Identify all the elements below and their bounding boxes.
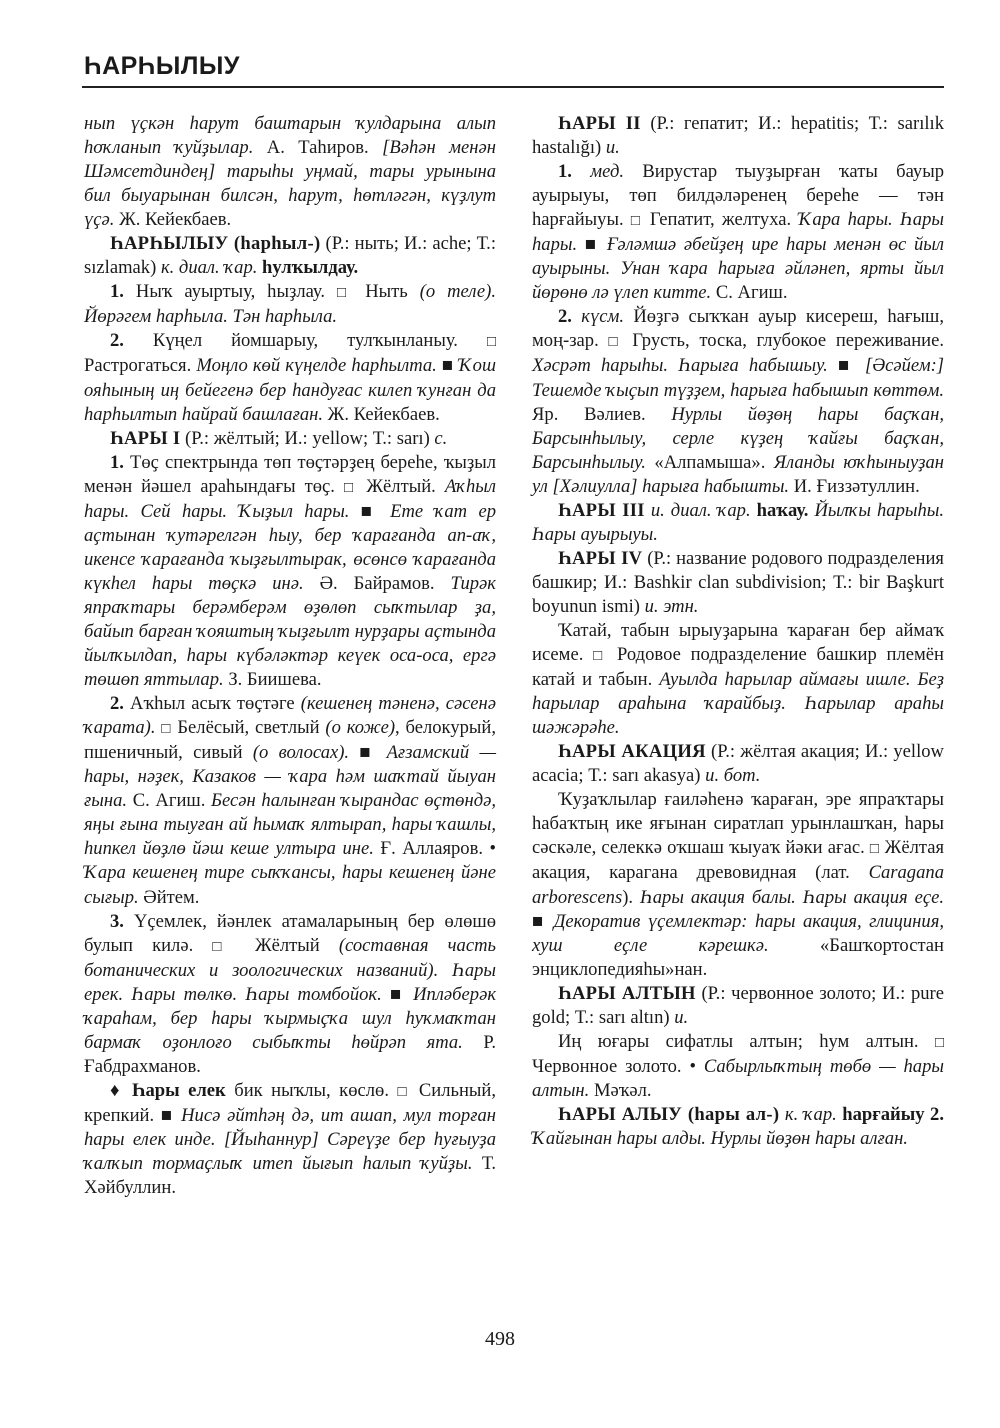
text-segment: 3.: [110, 910, 124, 932]
text-segment: 1.: [558, 161, 572, 183]
text-segment: Мәҡәл.: [589, 1079, 652, 1101]
text-segment: Хәсрәт һарыһы. Һарыға һабышыу.: [532, 355, 828, 377]
text-segment: , белокурый, пшеничный, сивый: [84, 717, 496, 764]
russian-gloss-marker-icon: □: [343, 479, 358, 496]
running-head: ҺАРҺЫЛЫУ: [84, 52, 240, 80]
text-segment: ■: [349, 742, 387, 764]
sense-paragraph: [532, 160, 944, 305]
text-segment: Декоратив үҫемлектәр: һары акация, глициния, хуш еҫле кәрешкә.: [532, 910, 944, 956]
text-segment: Моңло көй күңелде һарһылта.: [196, 355, 437, 377]
continued-text: [84, 112, 496, 232]
headword: ҺАРЫ АЛЫУ (һары ал-): [558, 1103, 780, 1125]
text-segment: һарғайыу 2.: [836, 1103, 944, 1125]
sense-paragraph: [532, 1030, 944, 1103]
text-segment: ■: [532, 910, 554, 932]
russian-gloss-marker-icon: □: [608, 334, 623, 351]
russian-gloss-marker-icon: □: [593, 648, 608, 665]
text-segment: ■: [349, 500, 391, 522]
text-segment: Ныть: [353, 281, 420, 303]
text-segment: Растрогаться.: [84, 355, 197, 377]
dictionary-entry: [532, 112, 944, 160]
sense-paragraph: [532, 619, 944, 740]
headword: ҺАРҺЫЛЫУ (һарһыл-): [110, 233, 321, 255]
text-segment: Ғәләмшә әбейҙең ире һары менән өс йыл ауырыны. Унан ҡара һарыға әйләнеп, ярты йыл йөрөнө лә үлеп китте.: [532, 234, 944, 304]
text-segment: (Р.: червонное золото; И.: pure gold; Т.: sarı altın): [532, 982, 944, 1028]
text-segment: (составная часть ботанических и зоологических названий). Һары ерек. Һары төлкө. Һары томбойок.: [84, 934, 496, 1005]
text-segment: к. диал. ҡар.: [160, 257, 258, 279]
text-segment: Ныҡ ауыртыу, һыҙлау.: [123, 281, 337, 303]
russian-gloss-marker-icon: □: [336, 285, 354, 302]
sense-paragraph: [84, 692, 496, 909]
sense-paragraph: [84, 910, 496, 1079]
sense-paragraph: [84, 1079, 496, 1200]
russian-gloss-marker-icon: □: [630, 213, 643, 230]
text-segment: (о теле). Йөрәгем һарһыла. Тән һарһыла.: [84, 281, 497, 328]
text-segment: Яланды юҡһыныуҙан ул [Хәлиулла] һарыға һабышты.: [532, 451, 944, 497]
text-segment: Т. Хәйбуллин.: [84, 1153, 496, 1199]
text-segment: һаҡау.: [750, 499, 809, 521]
text-segment: һулҡылдау.: [257, 257, 359, 279]
text-segment: Сабырлыҡтың төбө — һары алтын.: [532, 1055, 944, 1101]
text-segment: ■: [577, 234, 607, 256]
text-segment: Ҡайғынан һары алды. Нурлы йөҙөн һары алған.: [532, 1127, 908, 1149]
text-segment: Ә. Байрамов.: [303, 572, 451, 594]
sense-paragraph: [532, 305, 944, 498]
sense-paragraph: [84, 451, 496, 692]
text-segment: [Вәһән менән Шәмсетдиндең] тарыһы уңмай, тары урынына бил быуарынан билсән, һарут, һөтләгән, күҙлут үҫә.: [84, 137, 496, 231]
text-segment: и. диал. ҡар.: [650, 499, 751, 521]
text-segment: Йылҡы һарыһы. Һары ауырыуы.: [532, 499, 944, 545]
text-segment: Бесән һалынған ҡырандас өҫтөндә, яңы ғына тыуған ай һымаҡ ялтырап, һары ҡашлы, һипкел йөҙлө йәш кеше ултыра ине.: [84, 790, 497, 860]
left-column: [84, 112, 496, 1200]
dictionary-entry: [532, 740, 944, 788]
dictionary-entry: [532, 499, 944, 547]
text-segment: Ҡара һары. Һары һары.: [532, 209, 944, 256]
page-number: 498: [485, 1328, 515, 1350]
dictionary-entry: [532, 1103, 944, 1151]
dictionary-entry: [84, 427, 496, 451]
text-segment: Нурлы йөҙөң һары баҫҡан, Барсынһылыу, серле күҙең ҡайғы баҫҡан, Барсынһылыу.: [532, 403, 944, 473]
text-segment: Жёлтый.: [357, 475, 445, 497]
text-segment: Һары елек: [131, 1079, 226, 1101]
text-segment: Аҡһыл һары. Сей һары. Ҡыҙыл һары.: [84, 475, 496, 522]
text-segment: күсм.: [581, 306, 625, 328]
russian-gloss-marker-icon: □: [397, 1083, 411, 1100]
text-segment: Әйтем.: [138, 886, 200, 908]
headword: ҺАРЫ II: [558, 113, 641, 134]
sense-paragraph: [84, 280, 496, 329]
text-segment: (Р.: жёлтая акация; И.: yellow acacia; Т.: sarı akasya): [532, 741, 944, 787]
text-segment: ■: [381, 983, 414, 1005]
text-segment: Ж. Кейекбаев.: [114, 209, 232, 231]
text-segment: Червонное золото. •: [532, 1055, 704, 1077]
text-segment: Нисә әйтһәң дә, ит ашап, мул торған һары елек инде. [Йыһаннур] Сәреүҙе бер һуғыуҙа ҡалҡып тормаҫлыҡ итеп йығып һалып ҡуйҙы.: [84, 1104, 496, 1175]
text-segment: Яр. Вәлиев.: [532, 403, 672, 425]
text-segment: Ҡуҙаҡлылар ғаиләһенә ҡараған, эре япраҡтары һабаҡтың ике яғынан сиратлап урынлашҡан, һары сәскәле, селеккә оҡшаш ҡыуаҡ йәки ағас.: [532, 789, 944, 859]
sense-paragraph: [84, 329, 496, 426]
text-segment: ■: [827, 355, 865, 377]
text-segment: Төҫ спектрында төп төҫтәрҙең береһе, ҡыҙыл менән йәшел араһындағы төҫ.: [84, 451, 496, 497]
text-segment: Сильный, крепкий. ■: [84, 1079, 496, 1126]
text-segment: Иплəберәк ҡараһам, бер һары ҡырмыҫҡа шул һуҡмаҡтан бармаҡ оҙонлоғо сыбыҡты һөйрәп ята.: [84, 983, 497, 1053]
text-segment: Жёлтая акация, карагана древовидная (лат.: [532, 837, 945, 884]
text-segment: «Башҡортостан энциклопедияһы»нан.: [532, 934, 944, 980]
russian-gloss-marker-icon: □: [486, 334, 496, 351]
text-segment: мед.: [590, 161, 625, 183]
russian-gloss-marker-icon: □: [161, 721, 172, 738]
text-segment: Родовое подразделение башкир племён катай и табын.: [532, 644, 945, 691]
text-segment: И. Ғиззәтуллин.: [789, 475, 920, 497]
text-segment: Белёсый, светлый: [171, 717, 326, 739]
russian-gloss-marker-icon: □: [212, 938, 236, 955]
text-segment: ■: [436, 355, 459, 377]
text-segment: 1.: [110, 451, 124, 473]
headword: ҺАРЫ III: [558, 499, 645, 521]
text-segment: Ағзамский — һары, нәҙек, Казаков — ҡара һәм шаҡтай йыуан ғына.: [84, 742, 496, 812]
text-segment: (о волосах).: [252, 742, 350, 764]
right-column: [532, 112, 944, 1151]
text-segment: Ҡош ояһының иң бейегенә бер һандуғас килеп ҡунған да һарһылтып һайрай башлаған.: [84, 355, 496, 425]
text-segment: Үҫемлек, йәнлек атамаларының бер өлөшө булып килә.: [84, 910, 496, 956]
text-segment: Йөҙгә сыҡҡан ауыр кисереш, һағыш, моң-зар.: [532, 306, 944, 352]
text-segment: и. бот.: [705, 765, 761, 787]
text-segment: Һары акация балы. Һары акация еҫе.: [639, 886, 944, 908]
text-segment: 2.: [558, 306, 572, 328]
text-segment: Ж. Кейекбаев.: [323, 403, 440, 425]
text-segment: Гепатит, желтуха.: [642, 209, 799, 231]
text-segment: нып үҫкән һарут баштарын ҡулдарына алып һоҡланып ҡуйҙылар.: [84, 113, 496, 159]
text-segment: «Алпамыша».: [645, 451, 774, 473]
dictionary-entry: [84, 232, 496, 280]
text-segment: А. Таһиров.: [253, 137, 383, 159]
text-segment: (Р.: гепатит; И.: hepatitis; Т.: sarılık hastalığı): [532, 113, 944, 159]
text-segment: с.: [434, 427, 448, 449]
text-segment: Р. Ғабдрахманов.: [84, 1031, 496, 1077]
sense-paragraph: [532, 788, 944, 981]
text-segment: З. Биишева.: [223, 669, 322, 691]
text-segment: 2.: [110, 693, 124, 715]
text-segment: Иң юғары сифатлы алтын; һум алтын.: [558, 1030, 935, 1052]
text-segment: ).: [622, 886, 640, 908]
text-segment: (Р.: название родового подразделения башкир; И.: Bashkir clan subdivision; Т.: bir Başkurt boyunun ismi): [532, 547, 944, 617]
headword: ҺАРЫ АКАЦИЯ: [558, 741, 706, 763]
text-segment: 2.: [110, 330, 124, 352]
headword: ҺАРЫ I: [110, 427, 181, 449]
headword: ҺАРЫ IV: [558, 547, 643, 569]
text-segment: С. Агиш.: [127, 790, 212, 812]
russian-gloss-marker-icon: □: [934, 1034, 944, 1051]
text-segment: (о коже): [325, 717, 396, 739]
text-segment: [Әсәйем:] Тешемде ҡыҫып түҙҙем, һарыға һабышып көттөм.: [532, 355, 944, 401]
text-segment: 1.: [110, 281, 124, 303]
headword: ҺАРЫ АЛТЫН: [558, 982, 696, 1004]
header-rule: [82, 86, 944, 88]
text-segment: Грусть, тоска, глубокое переживание.: [622, 330, 944, 352]
text-segment: (кешенең тәненә, сәсенә ҡарата).: [84, 693, 496, 739]
russian-gloss-marker-icon: □: [869, 841, 880, 858]
text-segment: и.: [674, 1006, 689, 1028]
text-segment: Вирустар тыуҙырған ҡаты бауыр ауырыуы, төп билдәләренең береһе — тән һарғайыуы.: [532, 161, 944, 231]
text-segment: Ҡара кешенең тире сыҡҡансы, һары кешенең йәне сығыр.: [84, 862, 496, 908]
text-segment: Ғ. Аллаяров. •: [373, 838, 496, 860]
text-segment: и. этн.: [644, 595, 699, 617]
text-segment: (Р.: жёлтый; И.: yellow; Т.: sarı): [180, 427, 435, 449]
text-segment: ♦: [110, 1079, 132, 1101]
text-segment: Ҡатай, табын ырыуҙарына ҡараған бер аймаҡ исеме.: [532, 619, 944, 666]
text-segment: Жёлтый: [235, 934, 339, 956]
dictionary-entry: [532, 982, 944, 1030]
dictionary-entry: [532, 547, 944, 619]
text-segment: Caragana arborescens: [532, 862, 944, 908]
text-segment: Ауылда һарылар аймағы ишле. Беҙ һарылар араһына ҡарайбыҙ. Һарылар араһы шәжәрәһе.: [532, 669, 944, 739]
text-segment: Ете ҡат ер аҫтынан ҡутәрелгән һыу, бер ҡарағанда ап-аҡ, икенсе ҡарағанда ҡыҙғылтырак, өсөнсө ҡарағанда күкһел һары төҫкә инә.: [84, 500, 496, 594]
text-segment: (Р.: ныть; И.: ache; Т.: sızlamak): [84, 233, 496, 279]
text-segment: Тирәк япраҡтары берәмберәм өҙөлөп сыҡтылар ҙа, байып барған ҡояштың ҡыҙғылт нурҙары аҫтында йылҡылдап, һары күбәләктәр кеүек оса-оса, ергә төшөп яттылар.: [84, 572, 496, 691]
text-segment: С. Агиш.: [711, 282, 788, 304]
text-segment: Күңел йомшарыу, тулҡынланыу.: [123, 330, 487, 352]
text-segment: [572, 161, 590, 182]
text-segment: и.: [605, 137, 620, 159]
text-segment: [572, 306, 581, 327]
text-segment: к. ҡар.: [784, 1103, 837, 1125]
text-segment: бик ныҡлы, көслө.: [225, 1079, 398, 1101]
text-segment: Аҡһыл асыҡ төҫтәге: [123, 693, 301, 715]
